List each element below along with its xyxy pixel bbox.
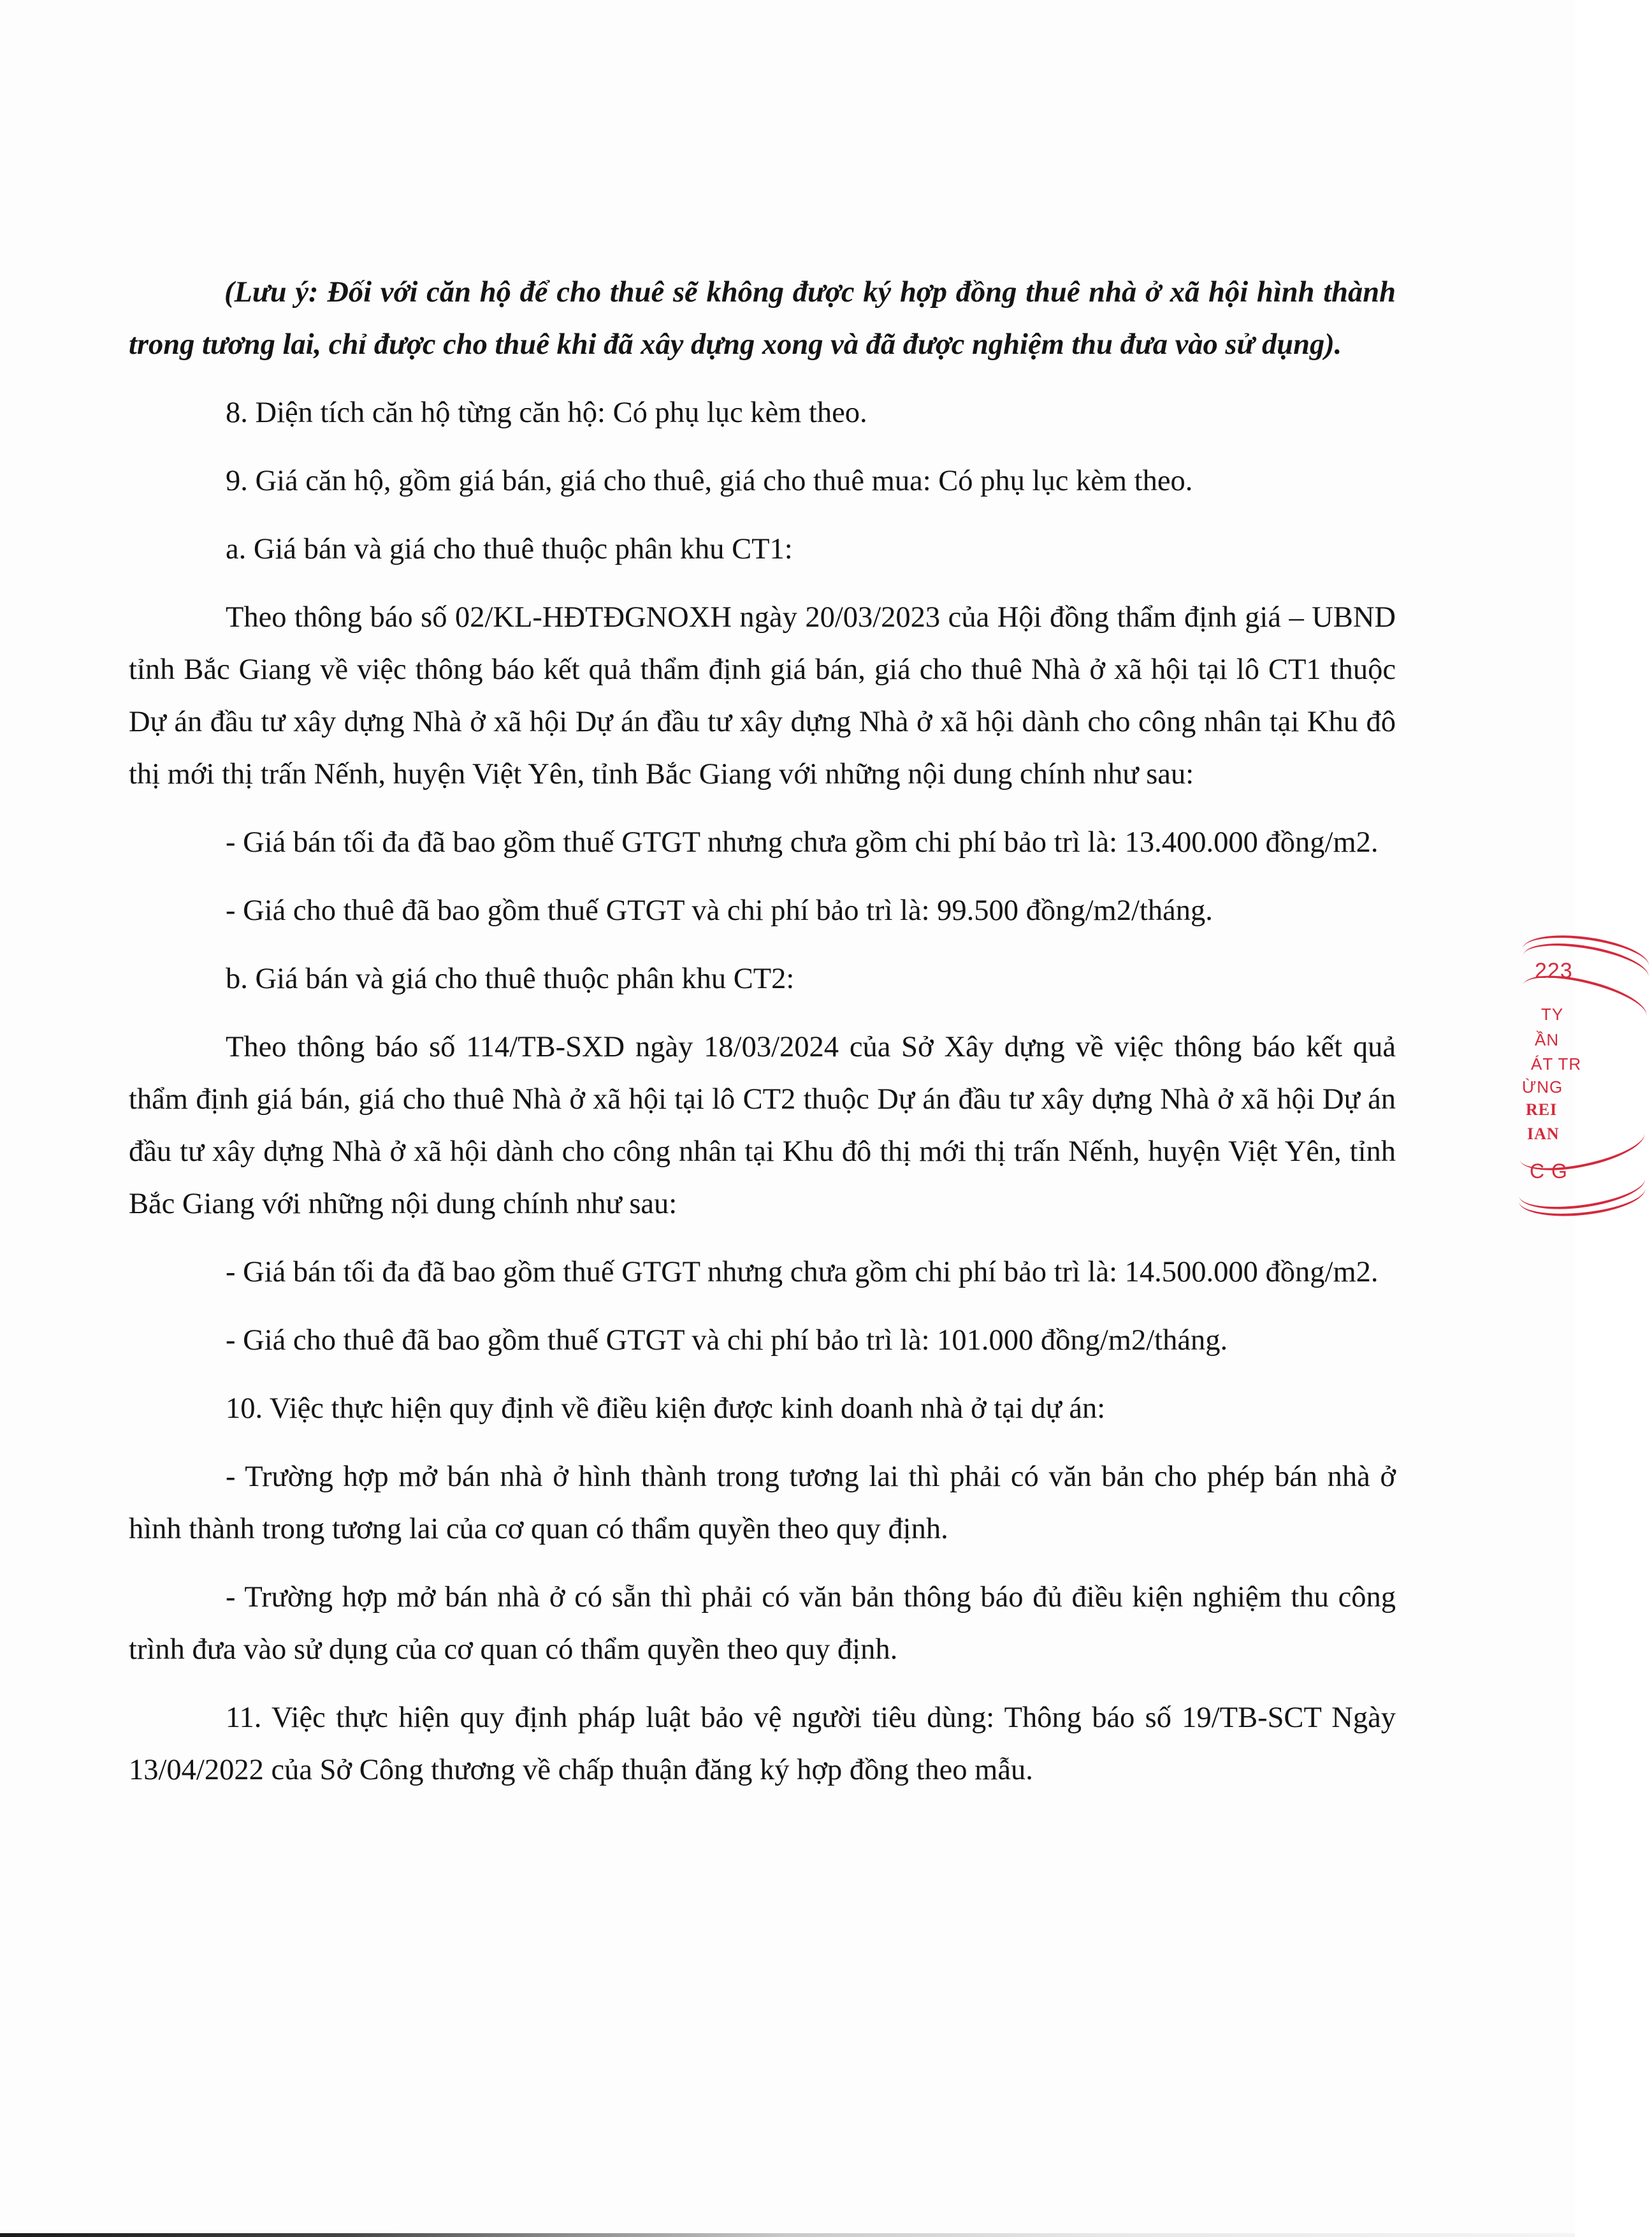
document-body [129,266,1396,1812]
item-9a-rent-price: - Giá cho thuê đã bao gồm thuế GTGT và chi phí bảo trì là: 99.500 đồng/m2/tháng. [226,894,1213,927]
seal-text: TY [1541,1005,1564,1024]
item-9b-sale-price: - Giá bán tối đa đã bao gồm thuế GTGT nhưng chưa gồm chi phí bảo trì là: 14.500.000 đồng/m2. [226,1256,1379,1288]
item-11-consumer-protection: 11. Việc thực hiện quy định pháp luật bảo vệ người tiêu dùng: Thông báo số 19/TB-SCT Ngày 13/04/2022 của Sở Công thương về chấp thuận đăng ký hợp đồng theo mẫu. [129,1701,1396,1786]
seal-text: ẦN [1535,1030,1560,1049]
company-seal-stamp [1517,937,1632,1218]
item-9b-rent-price: - Giá cho thuê đã bao gồm thuế GTGT và chi phí bảo trì là: 101.000 đồng/m2/tháng. [226,1324,1228,1357]
note-paragraph: (Lưu ý: Đối với căn hộ để cho thuê sẽ không được ký hợp đồng thuê nhà ở xã hội hình thành trong tương lai, chỉ được cho thuê khi đã xây dựng xong và đã được nghiệm thu đưa vào sử dụng). [129,276,1396,361]
item-9a-basis: Theo thông báo số 02/KL-HĐTĐGNOXH ngày 20/03/2023 của Hội đồng thẩm định giá – UBND tỉnh Bắc Giang về việc thông báo kết quả thẩm định giá bán, giá cho thuê Nhà ở xã hội tại lô CT1 thuộc Dự án đầu tư xây dựng Nhà ở xã hội Dự án đầu tư xây dựng Nhà ở xã hội dành cho công nhân tại Khu đô thị mới thị trấn Nếnh, huyện Việt Yên, tỉnh Bắc Giang với những nội dung chính như sau: [129,601,1396,791]
item-9a-sale-price: - Giá bán tối đa đã bao gồm thuế GTGT nhưng chưa gồm chi phí bảo trì là: 13.400.000 đồng/m2. [226,826,1379,859]
scan-bottom-edge [0,2233,1575,2237]
seal-text: 223 [1535,959,1573,983]
item-9-apartment-price: 9. Giá căn hộ, gồm giá bán, giá cho thuê, giá cho thuê mua: Có phụ lục kèm theo. [226,465,1193,497]
seal-text: ÁT TR [1531,1054,1582,1074]
item-10-existing-housing: - Trường hợp mở bán nhà ở có sẵn thì phải có văn bản thông báo đủ điều kiện nghiệm thu công trình đưa vào sử dụng của cơ quan có thẩm quyền theo quy định. [129,1581,1396,1666]
item-9b-basis: Theo thông báo số 114/TB-SXD ngày 18/03/2024 của Sở Xây dựng về việc thông báo kết quả thẩm định giá bán, giá cho thuê Nhà ở xã hội tại lô CT2 thuộc Dự án đầu tư xây dựng Nhà ở xã hội Dự án đầu tư xây dựng Nhà ở xã hội dành cho công nhân tại Khu đô thị mới thị trấn Nếnh, huyện Việt Yên, tỉnh Bắc Giang với những nội dung chính như sau: [129,1031,1396,1220]
seal-text: ỪNG [1522,1077,1563,1097]
item-9b-heading-ct2: b. Giá bán và giá cho thuê thuộc phân khu CT2: [226,963,795,995]
seal-text: IAN [1527,1125,1560,1143]
seal-text: REI [1526,1100,1558,1119]
item-8-apartment-area: 8. Diện tích căn hộ từng căn hộ: Có phụ lục kèm theo. [226,397,867,429]
item-10-business-conditions: 10. Việc thực hiện quy định về điều kiện được kinh doanh nhà ở tại dự án: [226,1392,1106,1425]
seal-text: C G [1530,1160,1568,1183]
item-10-future-housing: - Trường hợp mở bán nhà ở hình thành trong tương lai thì phải có văn bản cho phép bán nhà ở hình thành trong tương lai của cơ quan có thẩm quyền theo quy định. [129,1461,1396,1545]
item-9a-heading-ct1: a. Giá bán và giá cho thuê thuộc phân khu CT1: [226,533,793,565]
